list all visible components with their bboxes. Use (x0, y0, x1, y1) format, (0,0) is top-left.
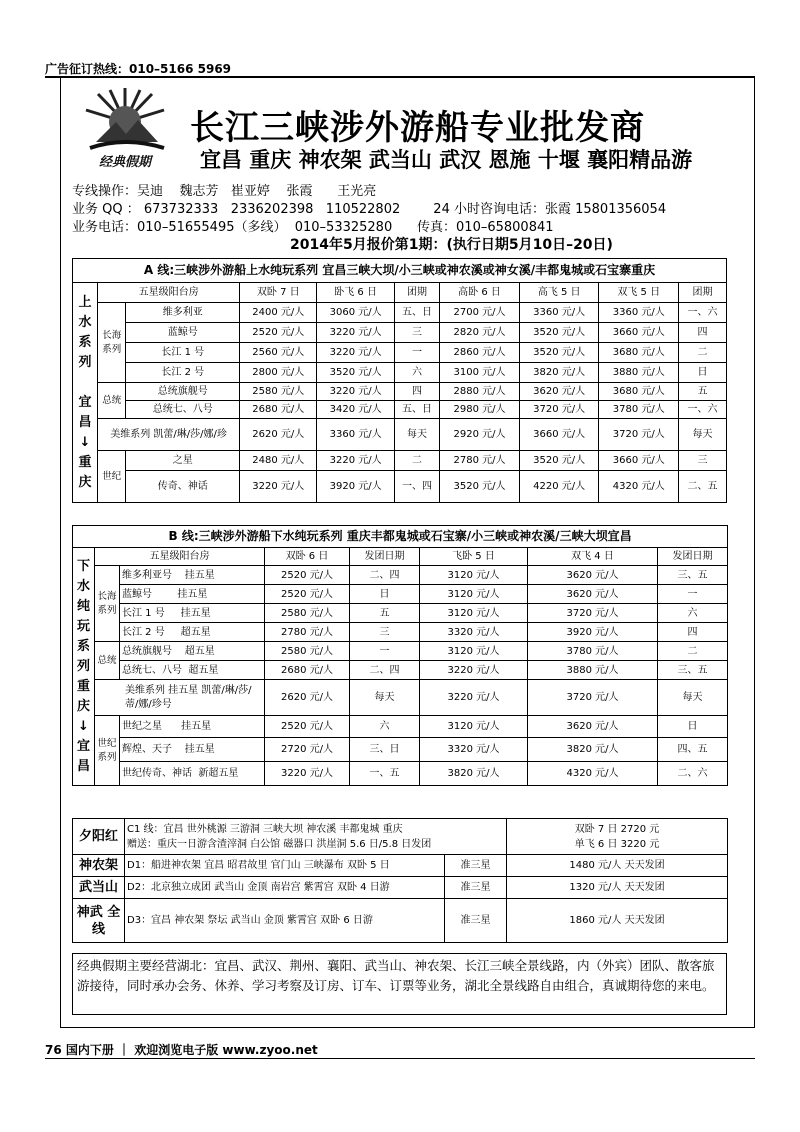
cell: 2580 元/人 (240, 383, 317, 401)
group-label: 长海系列 (95, 566, 120, 642)
destination-label: 武当山 (73, 877, 125, 899)
table-b-side-label: 下 水 纯 玩 系 列 重 庆 ↓ 宜 昌 (73, 548, 95, 786)
company-title: 长江三峡涉外游船专业批发商 (190, 108, 645, 148)
table-row (73, 642, 728, 661)
group-label: 总统 (98, 383, 126, 419)
route-price: 1860 元/人 天天发团 (507, 899, 728, 943)
cell: 3100 元/人 (440, 363, 520, 383)
cell: 蓝鲸号 挂五星 (120, 585, 265, 604)
group-label: 总统 (95, 642, 120, 680)
cell: 六 (350, 716, 420, 738)
company-subtitle: 宜昌 重庆 神农架 武当山 武汉 恩施 十堰 襄阳精品游 (200, 148, 693, 172)
table-row (73, 363, 727, 383)
cell: 三、五 (658, 661, 728, 680)
header-cell: 团期 (679, 283, 727, 303)
cell: 日 (658, 716, 728, 738)
cell: 4220 元/人 (519, 471, 599, 503)
header-cell: 双飞 5 日 (599, 283, 679, 303)
cell: 3620 元/人 (519, 383, 599, 401)
cell: 3920 元/人 (317, 471, 394, 503)
cell: 3120 元/人 (420, 604, 528, 623)
table-b-downstream (72, 525, 728, 786)
cell: 2520 元/人 (240, 323, 317, 343)
cell: 3220 元/人 (265, 762, 350, 786)
table-row (73, 585, 728, 604)
cell: 3220 元/人 (317, 451, 394, 471)
route-desc: D3：宜昌 神农架 祭坛 武当山 金顶 紫霄宫 双卧 6 日游 (125, 899, 445, 943)
cell: 长江 2 号 超五星 (120, 623, 265, 642)
cell: 2520 元/人 (265, 585, 350, 604)
cell: 3880 元/人 (528, 661, 658, 680)
table-row (73, 343, 727, 363)
table-a-side-label: 上 水 系 列 宜 昌 ↓ 重 庆 (73, 283, 98, 503)
cell: 一、四 (394, 471, 439, 503)
cell: 三、五 (658, 566, 728, 585)
cell: 3420 元/人 (317, 401, 394, 419)
cell: 4320 元/人 (528, 762, 658, 786)
qq-line: 业务 QQ ： 673732333 2336202398 110522802 24 小时咨询电话：张霞 15801356054 (72, 202, 667, 217)
cell: 2560 元/人 (240, 343, 317, 363)
table-row (73, 877, 728, 899)
phone-line: 业务电话：010–51655495（多线） 010–53325280 传真：010–65800841 (72, 220, 554, 235)
table-row (73, 451, 727, 471)
route-desc-extra: 赠送：重庆一日游含渣滓洞 白公馆 磁器口 洪崖洞 5.6 日/5.8 日发团 (127, 838, 432, 850)
cell: 一、五 (350, 762, 420, 786)
cell: 2580 元/人 (265, 604, 350, 623)
cell: 日 (350, 585, 420, 604)
group-label: 长海系列 (98, 303, 126, 383)
cell: 长江 2 号 (126, 363, 240, 383)
cell: 世纪之星 挂五星 (120, 716, 265, 738)
cell: 每天 (350, 680, 420, 716)
staff-line: 专线操作：吴迪 魏志芳 崔亚婷 张霞 王光亮 (72, 184, 377, 199)
table-a-title: A 线:三峡涉外游船上水纯玩系列 宜昌三峡大坝/小三峡或神农溪或神女溪/丰都鬼城或石宝寨重庆 (73, 259, 727, 283)
cell: 一、六 (679, 303, 727, 323)
cell: 2820 元/人 (440, 323, 520, 343)
cell: 2620 元/人 (265, 680, 350, 716)
table-row (73, 855, 728, 877)
cell: 2680 元/人 (265, 661, 350, 680)
cell: 3320 元/人 (420, 738, 528, 762)
cell: 3720 元/人 (519, 401, 599, 419)
cell: 五、日 (394, 303, 439, 323)
cell: 3680 元/人 (599, 343, 679, 363)
cell: 长江 1 号 挂五星 (120, 604, 265, 623)
cell: 一 (394, 343, 439, 363)
cell: 2980 元/人 (440, 401, 520, 419)
cell: 二 (679, 343, 727, 363)
table-a-upstream (72, 258, 727, 503)
cell: 四 (658, 623, 728, 642)
company-logo (68, 82, 183, 172)
cell: 2580 元/人 (265, 642, 350, 661)
cell: 总统旗舰号 (126, 383, 240, 401)
cell: 3720 元/人 (599, 419, 679, 451)
cell: 3360 元/人 (599, 303, 679, 323)
table-row (73, 401, 727, 419)
cell: 3820 元/人 (420, 762, 528, 786)
cell: 三 (350, 623, 420, 642)
cell: 3220 元/人 (317, 343, 394, 363)
cell: 3720 元/人 (528, 680, 658, 716)
cell: 二、四 (350, 566, 420, 585)
logo-text: 经典假期 (98, 155, 152, 170)
cell: 维多利亚 (126, 303, 240, 323)
cell: 3620 元/人 (528, 566, 658, 585)
cell: 每天 (394, 419, 439, 451)
cell: 3780 元/人 (599, 401, 679, 419)
cell: 总统旗舰号 超五星 (120, 642, 265, 661)
cell: 3620 元/人 (528, 716, 658, 738)
cell: 3120 元/人 (420, 585, 528, 604)
header-cell: 五星级阳台房 (98, 283, 240, 303)
cell: 2780 元/人 (440, 451, 520, 471)
cell: 3220 元/人 (420, 661, 528, 680)
cell: 3220 元/人 (240, 471, 317, 503)
group-label: 世纪 (98, 451, 126, 503)
table-row (73, 303, 727, 323)
sun-mountain-icon (68, 82, 183, 172)
cell: 二、四 (350, 661, 420, 680)
header-cell: 飞卧 5 日 (420, 548, 528, 566)
route-desc: C1 线：宜昌 世外桃源 三游洞 三峡大坝 神农溪 丰都鬼城 重庆 (127, 823, 403, 835)
table-row (73, 566, 728, 585)
cell: 3120 元/人 (420, 716, 528, 738)
cell: 2620 元/人 (240, 419, 317, 451)
cell: 3060 元/人 (317, 303, 394, 323)
cell: 2520 元/人 (265, 566, 350, 585)
cell: 3220 元/人 (420, 680, 528, 716)
table-row (73, 680, 728, 716)
cell: 3520 元/人 (519, 323, 599, 343)
cell: 2860 元/人 (440, 343, 520, 363)
cell: 2480 元/人 (240, 451, 317, 471)
header-cell: 五星级阳台房 (95, 548, 265, 566)
table-row (73, 899, 728, 943)
page-footer: 76 国内下册 ｜ 欢迎浏览电子版 www.zyoo.net (45, 1043, 318, 1057)
destination-label: 夕阳红 (73, 819, 125, 855)
cell: 2920 元/人 (440, 419, 520, 451)
cell: 3660 元/人 (519, 419, 599, 451)
cell: 3720 元/人 (528, 604, 658, 623)
cell: 3780 元/人 (528, 642, 658, 661)
cell: 3520 元/人 (440, 471, 520, 503)
cell: 3880 元/人 (599, 363, 679, 383)
table-row (73, 762, 728, 786)
table-row (73, 661, 728, 680)
cell: 3120 元/人 (420, 566, 528, 585)
cell: 3520 元/人 (519, 451, 599, 471)
header-cell: 卧飞 6 日 (317, 283, 394, 303)
company-summary: 经典假期主要经营湖北：宜昌、武汉、荆州、襄阳、武当山、神农架、长江三峡全景线路，内（外宾）团队、散客旅游接待，同时承办会务、休养、学习考察及订房、订车、订票等业务，湖北全景线路自由组合，真诚期待您的来电。 (72, 953, 727, 1015)
cell: 4320 元/人 (599, 471, 679, 503)
header-cell: 高卧 6 日 (440, 283, 520, 303)
cell: 长江 1 号 (126, 343, 240, 363)
cell: 2800 元/人 (240, 363, 317, 383)
cell: 3320 元/人 (420, 623, 528, 642)
cell: 3220 元/人 (317, 323, 394, 343)
cell: 总统七、八号 (126, 401, 240, 419)
cell: 二、五 (679, 471, 727, 503)
cell: 四 (679, 323, 727, 343)
header-cell: 团期 (394, 283, 439, 303)
cell: 三 (679, 451, 727, 471)
cell: 一 (658, 585, 728, 604)
cell: 2520 元/人 (265, 716, 350, 738)
cell: 2400 元/人 (240, 303, 317, 323)
cell: 2720 元/人 (265, 738, 350, 762)
table-row (73, 383, 727, 401)
route-price-extra: 单飞 6 日 3220 元 (574, 838, 660, 850)
destination-label: 神武 全线 (73, 899, 125, 943)
cell: 2880 元/人 (440, 383, 520, 401)
cell: 3360 元/人 (317, 419, 394, 451)
footer-rule (45, 1058, 755, 1059)
cell: 之星 (126, 451, 240, 471)
table-c-hubei-routes (72, 818, 728, 943)
cell: 3820 元/人 (519, 363, 599, 383)
cell: 每天 (658, 680, 728, 716)
cell: 一 (350, 642, 420, 661)
header-cell: 双卧 7 日 (240, 283, 317, 303)
route-desc: D2：北京独立成团 武当山 金顶 南岩宫 紫霄宫 双卧 4 日游 (125, 877, 445, 899)
cell: 五、日 (394, 401, 439, 419)
cell: 3520 元/人 (317, 363, 394, 383)
ad-hotline: 广告征订热线：010–5166 5969 (45, 62, 232, 76)
cell: 3920 元/人 (528, 623, 658, 642)
cell: 3360 元/人 (519, 303, 599, 323)
route-price: 1480 元/人 天天发团 (507, 855, 728, 877)
cell: 3680 元/人 (599, 383, 679, 401)
cell: 一、六 (679, 401, 727, 419)
cell: 三 (394, 323, 439, 343)
cell: 美维系列 凯蕾/琳/莎/娜/珍 (98, 419, 240, 451)
cell: 六 (658, 604, 728, 623)
header-cell: 发团日期 (350, 548, 420, 566)
cell: 二、六 (658, 762, 728, 786)
table-row (73, 623, 728, 642)
hotel-grade: 准三星 (445, 855, 507, 877)
table-row (73, 819, 728, 855)
cell: 世纪传奇、神话 新超五星 (120, 762, 265, 786)
table-b-title: B 线:三峡涉外游船下水纯玩系列 重庆丰都鬼城或石宝寨/小三峡或神农溪/三峡大坝宜昌 (73, 526, 728, 548)
header-cell: 发团日期 (658, 548, 728, 566)
cell: 二 (394, 451, 439, 471)
table-row (73, 419, 727, 451)
cell: 总统七、八号 超五星 (120, 661, 265, 680)
cell: 3660 元/人 (599, 323, 679, 343)
route-price: 1320 元/人 天天发团 (507, 877, 728, 899)
group-label: 世纪系列 (95, 716, 120, 786)
route-price: 双卧 7 日 2720 元 (574, 823, 660, 835)
table-row (73, 471, 727, 503)
header-cell: 双卧 6 日 (265, 548, 350, 566)
destination-label: 神农架 (73, 855, 125, 877)
cell: 2680 元/人 (240, 401, 317, 419)
cell: 3120 元/人 (420, 642, 528, 661)
cell: 五 (350, 604, 420, 623)
cell: 五 (679, 383, 727, 401)
cell: 六 (394, 363, 439, 383)
table-row (73, 323, 727, 343)
cell: 四 (394, 383, 439, 401)
quote-period: 2014年5月报价第1期：(执行日期5月10日–20日) (290, 237, 613, 253)
cell: 美维系列 挂五星 凯蕾/琳/莎/蒂/娜/珍号 (95, 680, 265, 716)
header-cell: 高飞 5 日 (519, 283, 599, 303)
cell: 3620 元/人 (528, 585, 658, 604)
cell: 3220 元/人 (317, 383, 394, 401)
cell: 辉煌、天子 挂五星 (120, 738, 265, 762)
table-row (73, 604, 728, 623)
cell: 每天 (679, 419, 727, 451)
hotel-grade: 准三星 (445, 877, 507, 899)
cell: 日 (679, 363, 727, 383)
cell: 二 (658, 642, 728, 661)
cell: 3520 元/人 (519, 343, 599, 363)
cell: 3660 元/人 (599, 451, 679, 471)
cell: 三、日 (350, 738, 420, 762)
cell: 3820 元/人 (528, 738, 658, 762)
cell: 四、五 (658, 738, 728, 762)
cell: 维多利亚号 挂五星 (120, 566, 265, 585)
hotel-grade: 准三星 (445, 899, 507, 943)
cell: 蓝鲸号 (126, 323, 240, 343)
table-row (73, 738, 728, 762)
cell: 传奇、神话 (126, 471, 240, 503)
cell: 2700 元/人 (440, 303, 520, 323)
route-desc: D1：船进神农架 宜昌 昭君故里 官门山 三峡瀑布 双卧 5 日 (125, 855, 445, 877)
header-cell: 双飞 4 日 (528, 548, 658, 566)
cell: 2780 元/人 (265, 623, 350, 642)
table-row (73, 716, 728, 738)
